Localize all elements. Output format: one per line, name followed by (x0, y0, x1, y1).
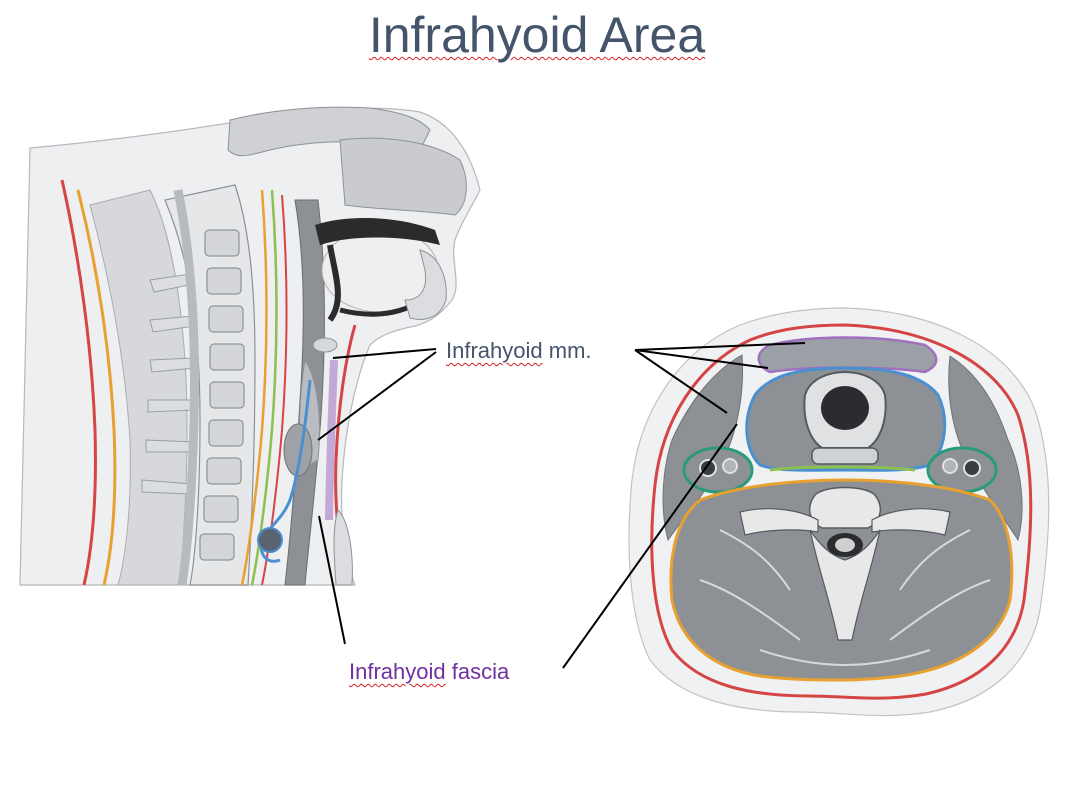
axial-right-jugular (964, 460, 980, 476)
axial-tracheal-lumen (821, 386, 869, 430)
axial-esophagus (812, 448, 878, 464)
slide-title-text: Infrahyoid Area (368, 7, 706, 63)
sagittal-hyoid (313, 338, 337, 352)
sagittal-sternum (334, 510, 352, 585)
sagittal-thymus-node (258, 528, 282, 552)
label-infrahyoid-fascia (349, 659, 509, 685)
label-infrahyoid-fascia-suffix: fascia (445, 659, 510, 684)
label-infrahyoid-muscles-suffix: mm. (542, 338, 592, 363)
axial-neck-illustration (629, 308, 1049, 716)
label-infrahyoid-muscles-word: Infrahyoid (446, 338, 543, 363)
axial-left-carotid (723, 459, 737, 473)
axial-right-carotid-sheath (928, 448, 996, 492)
axial-right-carotid (943, 459, 957, 473)
sagittal-neck-illustration (20, 107, 480, 585)
axial-vertebral-body (810, 488, 881, 529)
axial-spinal-cord-core (835, 538, 855, 552)
label-infrahyoid-muscles (446, 338, 592, 364)
label-infrahyoid-fascia-word: Infrahyoid (349, 659, 446, 684)
